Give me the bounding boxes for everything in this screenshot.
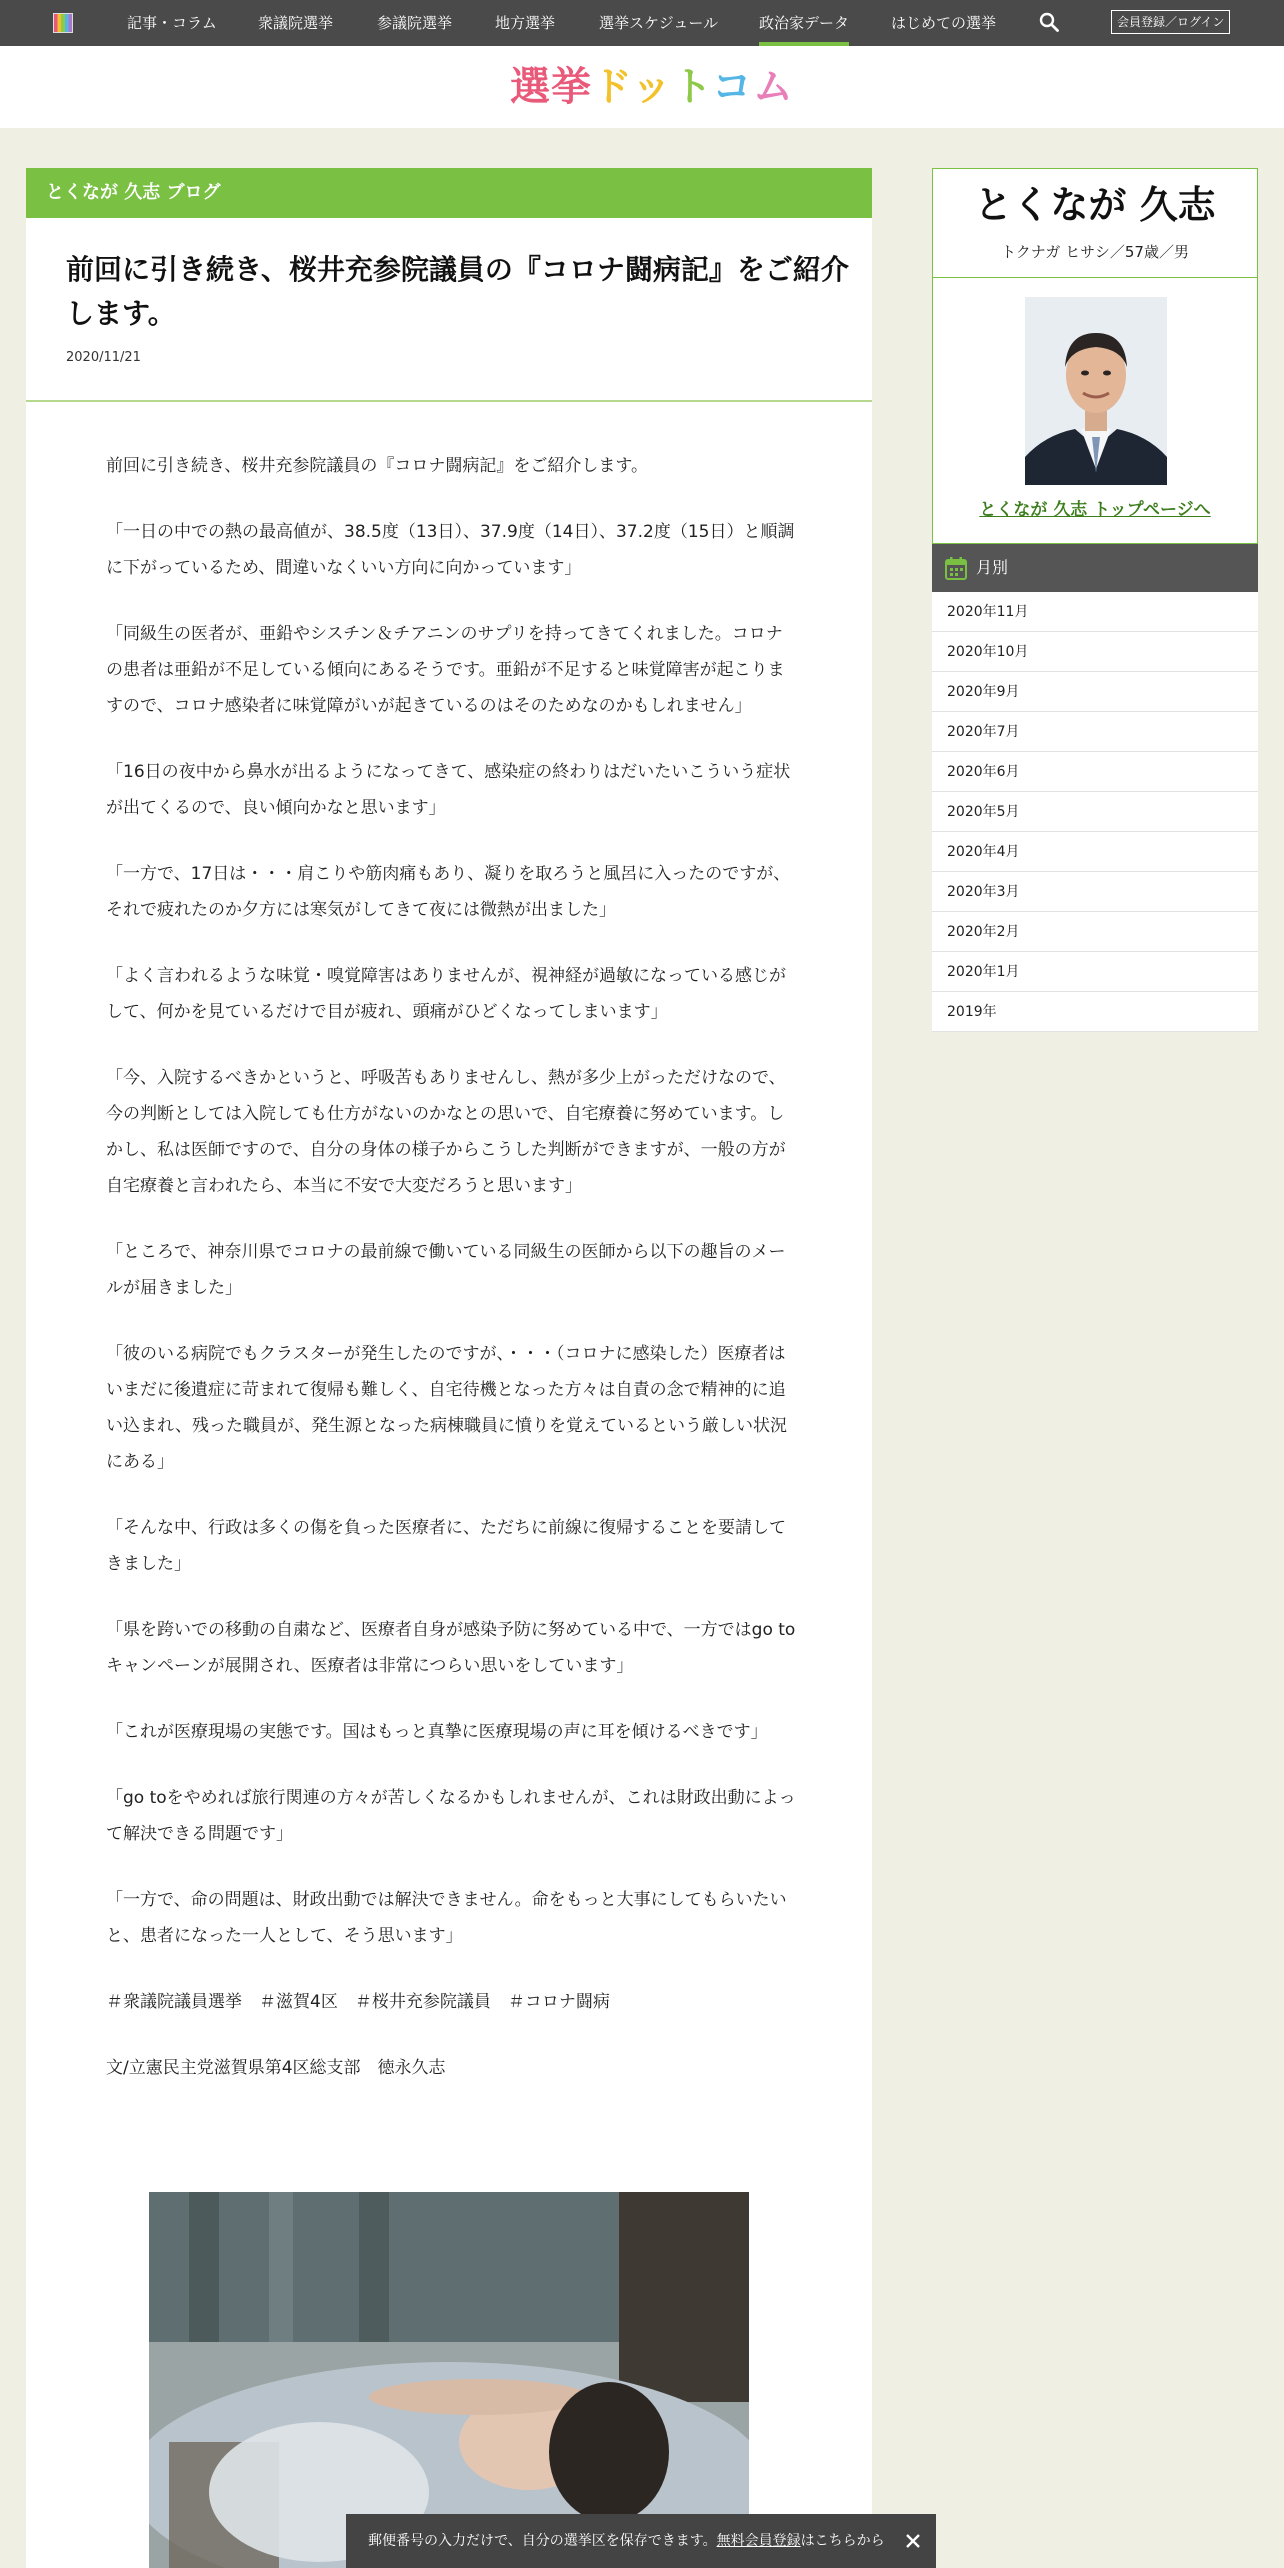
monthly-archive-label: 月別	[976, 558, 1009, 577]
byline: 文/立憲民主党滋賀県第4区総支部 徳永久志	[106, 2058, 446, 2078]
nav-item-election-schedule[interactable]: 選挙スケジュール	[599, 14, 719, 32]
paragraph: 「彼のいる病院でもクラスターが発生したのですが、・・・（コロナに感染した）医療者はいまだに後遺症に苛まれて復帰も難しく、自宅待機となった方々は自責の念で精神的に追い込まれ、残った職員が、発生源となった病棟職員に憤りを覚えているという厳しい状況にある」	[106, 1344, 788, 1472]
blog-label: とくなが 久志 ブログ	[26, 168, 872, 218]
paragraph: 「一方で、命の問題は、財政出動では解決できません。命をもっと大事にしてもらいたいと、患者になった一人として、そう思います」	[106, 1890, 787, 1946]
paragraph: 「go toをやめれば旅行関連の方々が苦しくなるかもしれませんが、これは財政出動によって解決できる問題です」	[106, 1788, 796, 1844]
profile-reading: トクナガ ヒサシ／57歳／男	[1001, 243, 1189, 261]
profile-name: とくなが 久志	[974, 183, 1216, 227]
month-link[interactable]: 2020年2月	[932, 912, 1258, 952]
paragraph: 「今、入院するべきかというと、呼吸苦もありませんし、熱が多少上がっただけなので、今の判断としては入院しても仕方がないのかなとの思いで、自宅療養に努めています。しかし、私は医師ですので、自分の身体の様子からこうした判断ができますが、一般の方が自宅療養と言われたら、本当に不安で大変だろうと思います」	[106, 1068, 786, 1196]
calendar-icon	[945, 556, 967, 580]
site-header	[0, 46, 1284, 128]
notice-text-suffix: はこちらから	[800, 2533, 885, 2549]
month-list	[932, 592, 1258, 1032]
login-button[interactable]: 会員登録／ログイン	[1111, 10, 1230, 34]
paragraph: 「そんな中、行政は多くの傷を負った医療者に、ただちに前線に復帰することを要請してきました」	[106, 1518, 786, 1574]
paragraph: 「同級生の医者が、亜鉛やシスチン＆チアニンのサプリを持ってきてくれました。コロナの患者は亜鉛が不足している傾向にあるそうです。亜鉛が不足すると味覚障害が起こりますので、コロナ感染者に味覚障がいが起きているのはそのためなのかもしれません」	[106, 624, 785, 716]
nav-item-politician-data[interactable]: 政治家データ	[759, 0, 849, 46]
month-link[interactable]: 2020年6月	[932, 752, 1258, 792]
nav-item-local-elections[interactable]: 地方選挙	[495, 14, 556, 32]
close-icon[interactable]	[904, 2532, 922, 2550]
article-date: 2020/11/21	[66, 350, 141, 365]
profile-card	[932, 168, 1258, 544]
paragraph: 「県を跨いでの移動の自粛など、医療者自身が感染予防に努めている中で、一方ではgo toキャンペーンが展開され、医療者は非常につらい思いをしています」	[106, 1620, 796, 1676]
nav-item-articles[interactable]: 記事・コラム	[127, 14, 217, 32]
sidebar	[932, 168, 1258, 1032]
paragraph: 「一日の中での熱の最高値が、38.5度（13日）、37.9度（14日）、37.2度（15日）と順調に下がっているため、間違いなくいい方向に向かっています」	[106, 522, 795, 578]
profile-photo[interactable]	[1025, 297, 1167, 485]
title-divider	[26, 400, 872, 402]
profile-top-page-link[interactable]: とくなが 久志 トップページへ	[979, 500, 1211, 520]
month-link[interactable]: 2020年3月	[932, 872, 1258, 912]
month-link[interactable]: 2020年7月	[932, 712, 1258, 752]
top-nav	[0, 0, 1284, 46]
month-link[interactable]: 2020年10月	[932, 632, 1258, 672]
hashtags: ＃衆議院議員選挙 ＃滋賀4区 ＃桜井充参院議員 ＃コロナ闘病	[106, 1992, 610, 2012]
search-icon[interactable]	[1039, 12, 1059, 32]
site-mark-icon[interactable]	[53, 13, 73, 33]
nav-item-house-of-representatives[interactable]: 衆議院選挙	[258, 14, 334, 32]
paragraph: 前回に引き続き、桜井充参院議員の『コロナ闘病記』をご紹介します。	[106, 456, 648, 476]
month-link[interactable]: 2020年9月	[932, 672, 1258, 712]
paragraph: 「16日の夜中から鼻水が出るようになってきて、感染症の終わりはだいたいこういう症状が出てくるので、良い傾向かなと思います」	[106, 762, 791, 818]
paragraph: 「ところで、神奈川県でコロナの最前線で働いている同級生の医師から以下の趣旨のメールが届きました」	[106, 1242, 786, 1298]
site-logo[interactable]: 選挙ドットコム	[510, 64, 794, 110]
article-body	[106, 448, 796, 2116]
registration-notice	[346, 2514, 936, 2568]
article-photo	[149, 2192, 749, 2568]
portrait-image	[1025, 297, 1167, 485]
paragraph: 「よく言われるような味覚・嗅覚障害はありませんが、視神経が過敏になっている感じがして、何かを見ているだけで目が疲れ、頭痛がひどくなってしまいます」	[106, 966, 786, 1022]
nav-item-house-of-councillors[interactable]: 参議院選挙	[377, 14, 453, 32]
paragraph: 「一方で、17日は・・・肩こりや筋肉痛もあり、凝りを取ろうと風呂に入ったのですが、それで疲れたのか夕方には寒気がしてきて夜には微熱が出ました」	[106, 864, 791, 920]
article	[26, 168, 872, 2568]
article-title: 前回に引き続き、桜井充参院議員の『コロナ闘病記』をご紹介します。	[66, 253, 849, 330]
paragraph: 「これが医療現場の実態です。国はもっと真摯に医療現場の声に耳を傾けるべきです」	[106, 1722, 768, 1742]
notice-text: 郵便番号の入力だけで、自分の選挙区を保存できます。	[368, 2533, 717, 2549]
month-link[interactable]: 2020年5月	[932, 792, 1258, 832]
month-link[interactable]: 2019年	[932, 992, 1258, 1032]
profile-divider	[933, 277, 1257, 278]
free-registration-link[interactable]: 無料会員登録	[716, 2533, 801, 2549]
month-link[interactable]: 2020年4月	[932, 832, 1258, 872]
month-link[interactable]: 2020年1月	[932, 952, 1258, 992]
sleeping-person-image	[149, 2192, 749, 2568]
month-link[interactable]: 2020年11月	[932, 592, 1258, 632]
nav-item-first-election[interactable]: はじめての選挙	[891, 14, 997, 32]
monthly-archive-header	[932, 544, 1258, 592]
